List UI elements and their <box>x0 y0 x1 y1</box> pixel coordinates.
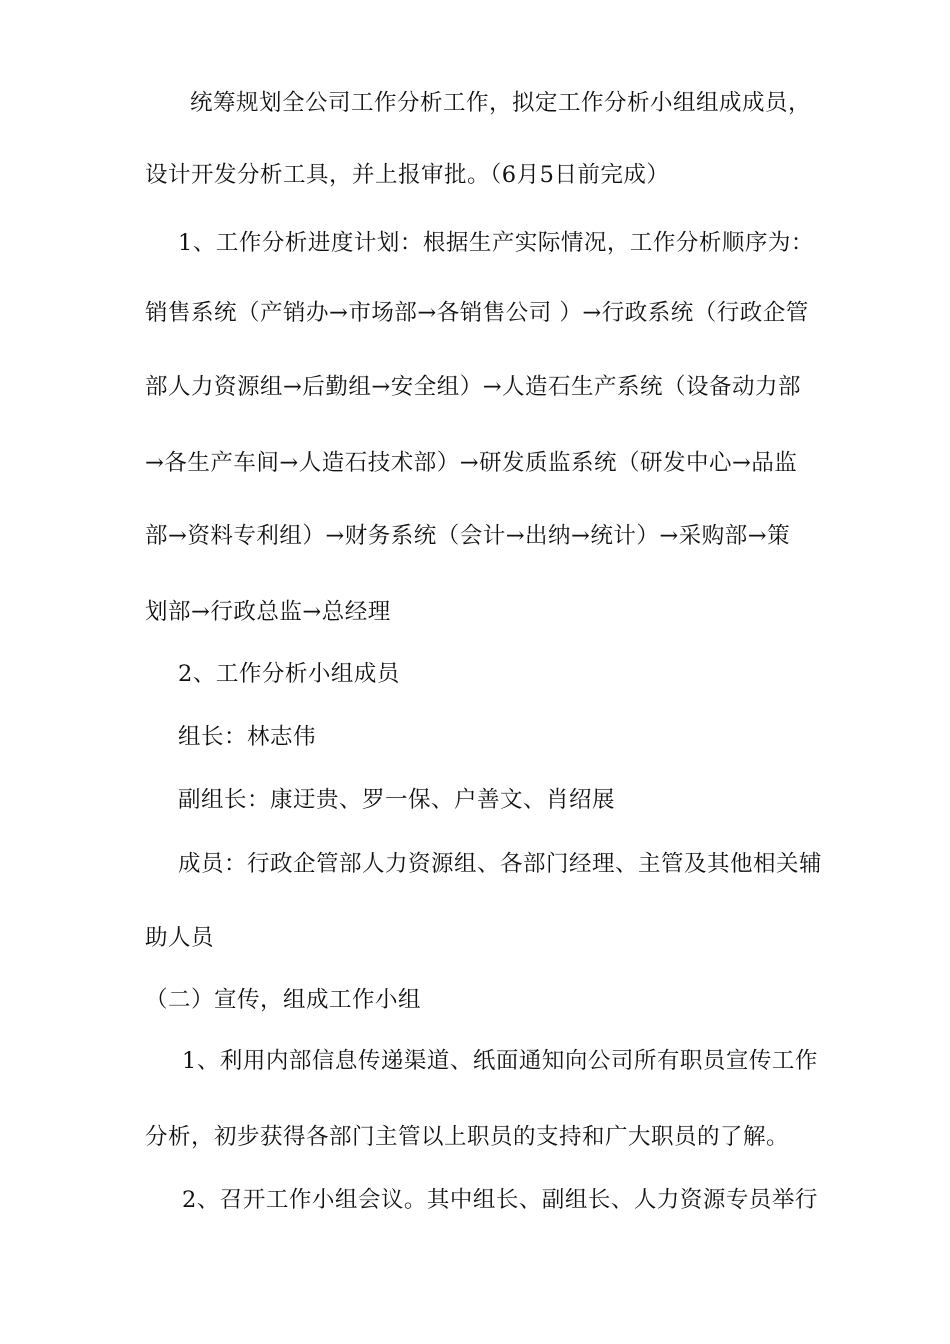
paragraph-line: 统筹规划全公司工作分析工作，拟定工作分析小组组成成员， <box>190 90 812 116</box>
paragraph-line: 划部→行政总监→总经理 <box>145 599 391 625</box>
paragraph-line: 副组长：康迂贵、罗一保、户善文、肖绍展 <box>178 787 616 813</box>
section-heading: （二）宣传，组成工作小组 <box>145 987 422 1013</box>
paragraph-line: 销售系统（产销办→市场部→各销售公司 ）→行政系统（行政企管 <box>145 300 809 326</box>
paragraph-line: 1、工作分析进度计划：根据生产实际情况，工作分析顺序为： <box>178 230 814 256</box>
paragraph-line: →各生产车间→人造石技术部）→研发质监系统（研发中心→品监 <box>145 450 798 476</box>
paragraph-line: 2、召开工作小组会议。其中组长、副组长、人力资源专员举行 <box>182 1187 818 1213</box>
paragraph-line: 设计开发分析工具，并上报审批。（6月5日前完成） <box>145 162 670 188</box>
paragraph-line: 助人员 <box>145 925 215 951</box>
section-heading: 2、工作分析小组成员 <box>178 661 400 687</box>
paragraph-line: 部→资料专利组）→财务系统（会计→出纳→统计）→采购部→策 <box>145 523 791 549</box>
paragraph-line: 分析，初步获得各部门主管以上职员的支持和广大职员的了解。 <box>145 1124 790 1150</box>
paragraph-line: 组长：林志伟 <box>178 724 317 750</box>
paragraph-line: 部人力资源组→后勤组→安全组）→人造石生产系统（设备动力部 <box>145 374 802 400</box>
paragraph-line: 1、利用内部信息传递渠道、纸面通知向公司所有职员宣传工作 <box>182 1048 818 1074</box>
paragraph-line: 成员：行政企管部人力资源组、各部门经理、主管及其他相关辅 <box>178 851 823 877</box>
